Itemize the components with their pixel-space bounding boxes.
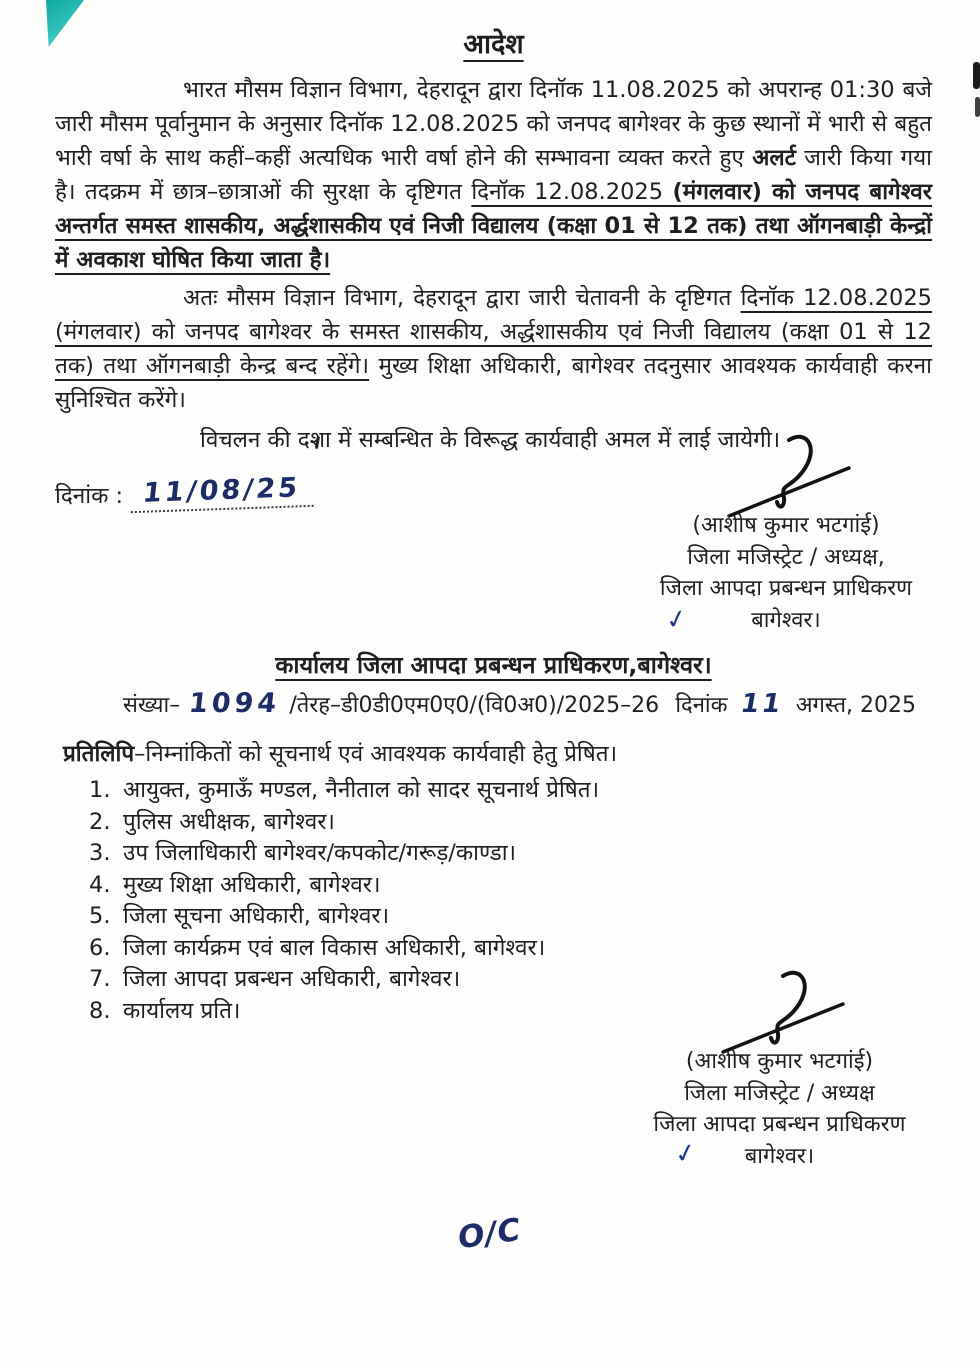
order-title: आदेश <box>463 29 524 60</box>
ref-label: संख्या– <box>123 693 181 718</box>
signer-designation: जिला मजिस्ट्रेट / अध्यक्ष, <box>687 544 885 570</box>
signer-place: बागेश्वर। <box>751 607 821 633</box>
para2-closure-underlined: दिनॉक 12.08.2025 (मंगलवार) को जनपद बागेश्वर के समस्त शासकीय, अर्द्धशासकीय एवं निजी विद्यालय (कक्षा 01 से 12 तक) तथा ऑगनबाड़ी केन्द्र बन्द रहेंगे। <box>55 285 932 379</box>
para-weather-alert <box>55 73 932 277</box>
checkmark-icon: ✓ <box>662 602 691 637</box>
list-item-text: जिला कार्यक्रम एवं बाल विकास अधिकारी, बागेश्वर। <box>123 934 546 961</box>
list-item <box>89 838 932 870</box>
para-violation-warning: विचलन की दशा में सम्बन्धित के विरूद्ध कार्यवाही अमल में लाई जायेगी। <box>200 427 781 453</box>
para1-date-underlined: दिनॉक 12.08.2025 <box>471 179 673 205</box>
signer-authority: जिला आपदा प्रबन्धन प्राधिकरण <box>653 1112 906 1137</box>
copy-heading <box>63 737 932 768</box>
ref-number-group <box>123 688 659 719</box>
list-item-number: 7. <box>89 966 111 992</box>
list-item <box>89 807 932 839</box>
list-item-text: पुलिस अधीक्षक, बागेश्वर। <box>123 808 335 835</box>
para2-text: मुख्य शिक्षा अधिकारी, बागेश्वर तदनुसार आवश्यक कार्यवाही करना सुनिश्चित करेंगे। <box>55 353 932 413</box>
copy-lead: प्रतिलिपि <box>63 741 135 767</box>
list-item-number: 4. <box>89 871 111 898</box>
para1-holiday-declaration: (मंगलवार) को जनपद बागेश्वर अन्तर्गत समस्त शासकीय, अर्द्धशासकीय एवं निजी विद्यालय (कक्षा 01 से 12 तक) तथा ऑगनबाड़ी केन्द्रों में अवकाश घोषित किया जाता है। <box>55 179 932 273</box>
scan-artifact <box>975 97 980 117</box>
handwritten-date: 11/08/25 <box>131 472 318 513</box>
list-item <box>89 775 932 807</box>
scan-artifact <box>973 62 980 89</box>
list-item-text: कार्यालय प्रति। <box>123 997 241 1024</box>
signature-icon <box>705 968 855 1060</box>
copy-rest: –निम्नांकितों को सूचनार्थ एवं आवश्यक कार्यवाही हेतु प्रेषित। <box>134 741 618 767</box>
list-item-number: 2. <box>89 808 111 835</box>
signer-name: (आशीष कुमार भटगांई) <box>692 513 880 538</box>
signer-authority: जिला आपदा प्रबन्धन प्राधिकरण <box>659 576 913 601</box>
handwritten-ref-number: 1094 <box>187 688 282 719</box>
reference-line <box>55 688 932 719</box>
list-item-text: मुख्य शिक्षा अधिकारी, बागेश्वर। <box>123 871 381 898</box>
list-item <box>89 933 932 965</box>
list-item <box>89 901 932 933</box>
list-item-number: 6. <box>89 934 111 961</box>
list-item-number: 1. <box>89 777 111 803</box>
para1-text: भारत मौसम विज्ञान विभाग, देहरादून द्वारा दिनॉक 11.08.2025 को अपरान्ह 01:30 बजे जारी मौसम पूर्वानुमान के अनुसार दिनॉक 12.08.2025 को जनपद बागेश्वर के कुछ स्थानों में भारी से बहुत भारी वर्षा के साथ कहीं–कहीं अत्यधिक भारी वर्षा होने की सम्भावना व्यक्त करते हुए <box>55 77 932 171</box>
checkmark-icon: ✓ <box>671 1136 700 1171</box>
list-item-number: 3. <box>89 840 111 866</box>
signature-block-top <box>630 432 942 636</box>
handwritten-ref-day: 11 <box>737 689 786 719</box>
list-item-text: जिला आपदा प्रबन्धन अधिकारी, बागेश्वर। <box>123 966 461 992</box>
ref-date-label: दिनांक <box>675 693 728 718</box>
ref-number-rest: /तेरह–डी0डी0एम0ए0/(वि0अ0)/2025–26 <box>289 693 660 718</box>
oc-handwritten-mark: O/C <box>455 1211 524 1257</box>
para-closure-order <box>55 281 932 417</box>
list-item <box>89 870 932 902</box>
signer-place: बागेश्वर। <box>744 1143 815 1169</box>
ref-date-group <box>675 689 916 719</box>
signer-designation: जिला मजिस्ट्रेट / अध्यक्ष <box>684 1080 875 1106</box>
para1-alert-word: अलर्ट <box>752 145 796 171</box>
list-item-text: उप जिलाधिकारी बागेश्वर/कपकोट/गरूड़/काण्डा। <box>123 840 517 866</box>
para2-text: अतः मौसम विज्ञान विभाग, देहरादून द्वारा जारी चेतावनी के दृष्टिगत <box>183 285 741 311</box>
ref-date-rest: अगस्त, 2025 <box>795 693 916 718</box>
office-heading: कार्यालय जिला आपदा प्रबन्धन प्राधिकरण,बागेश्वर। <box>275 651 712 679</box>
list-item-number: 5. <box>89 903 111 929</box>
signature-block-bottom <box>607 968 952 1172</box>
signature-icon <box>711 432 861 524</box>
list-item-text: जिला सूचना अधिकारी, बागेश्वर। <box>123 903 390 929</box>
para1-text: जारी किया गया है। तदक्रम में छात्र–छात्राओं की सुरक्षा के दृष्टिगत <box>55 145 932 205</box>
list-item-text: आयुक्त, कुमाऊँ मण्डल, नैनीताल को सादर सूचनार्थ प्रेषित। <box>123 777 600 803</box>
date-label: दिनांक : <box>55 483 124 509</box>
signer-name: (आशीष कुमार भटगांई) <box>685 1049 874 1074</box>
list-item-number: 8. <box>89 997 111 1024</box>
